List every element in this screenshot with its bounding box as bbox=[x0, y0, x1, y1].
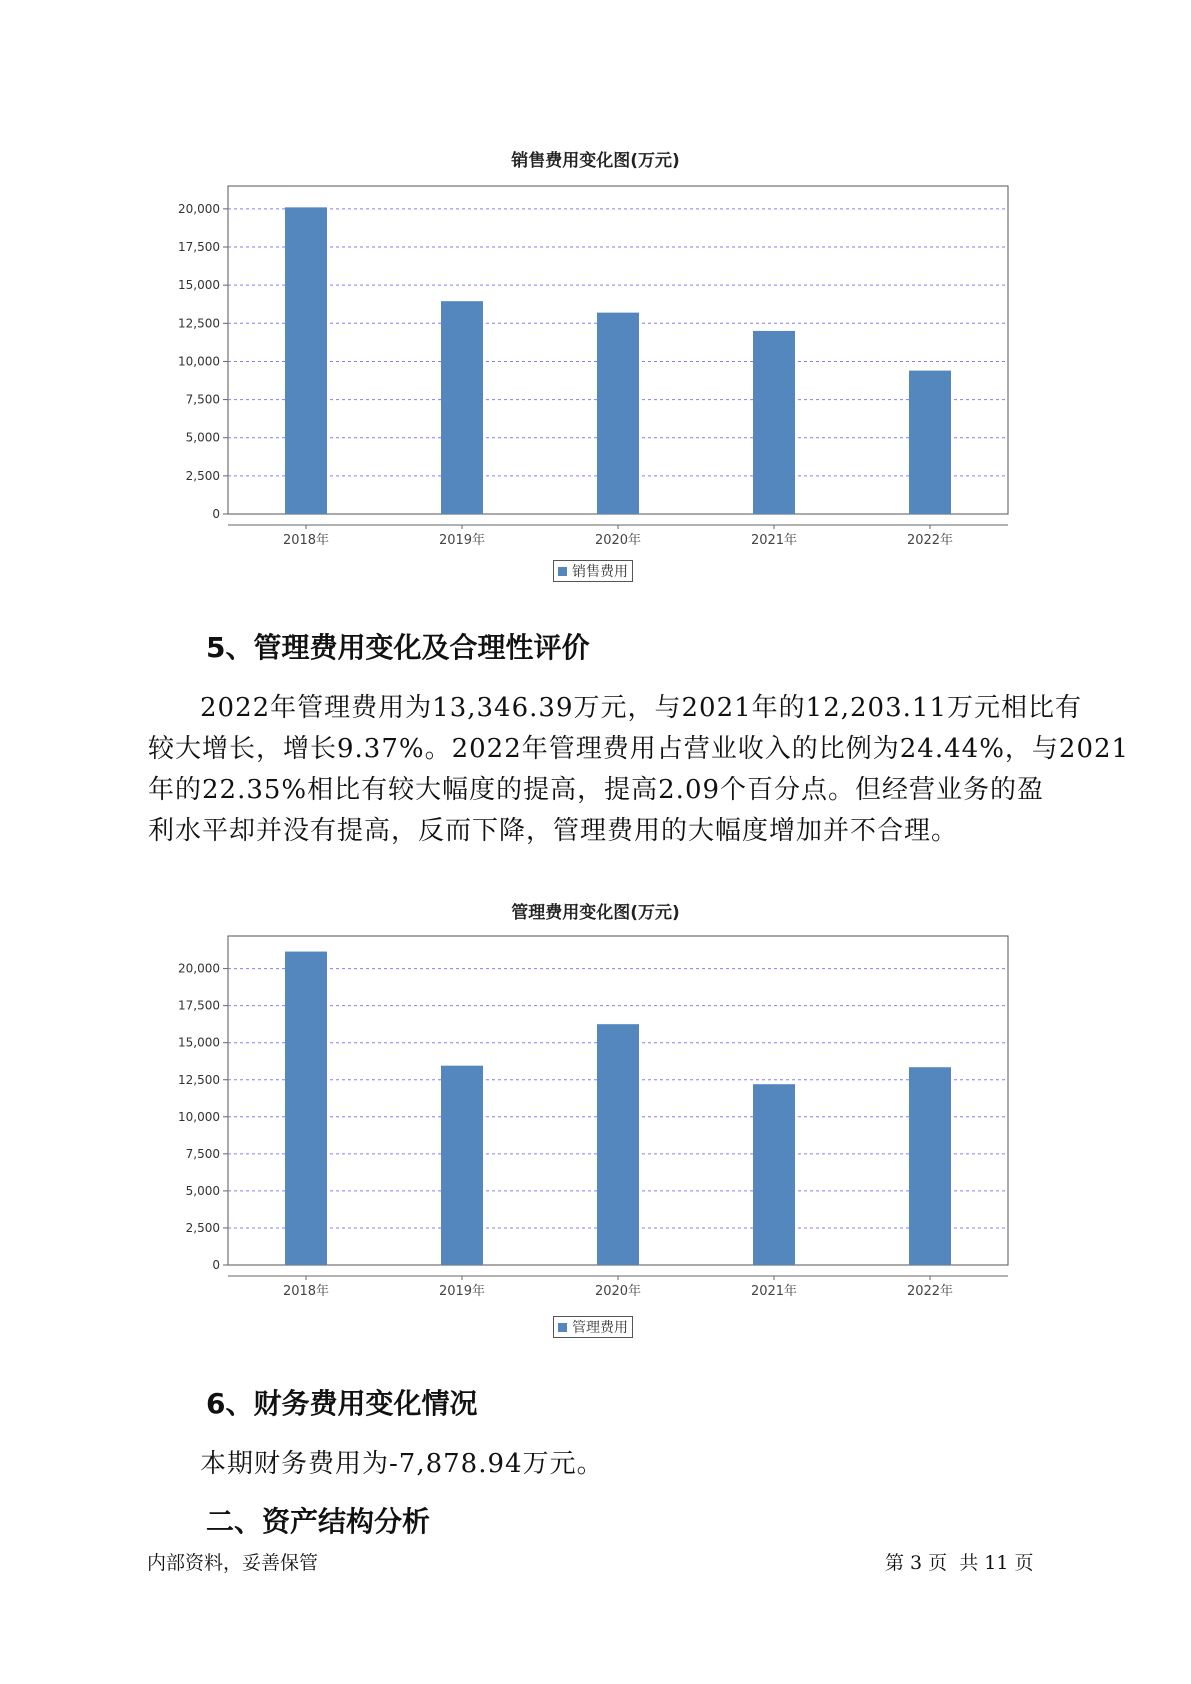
chart-legend bbox=[553, 1316, 633, 1338]
x-tick-label: 2018年 bbox=[282, 1284, 330, 1299]
paragraph-line: 本期财务费用为-7,878.94万元。 bbox=[200, 1449, 604, 1479]
x-tick-label: 2018年 bbox=[282, 533, 330, 548]
x-tick-label: 2021年 bbox=[750, 533, 798, 548]
legend-label: 管理费用 bbox=[572, 1320, 628, 1336]
footer-confidential-note: 内部资料，妥善保管 bbox=[147, 1552, 319, 1574]
x-tick-label: 2020年 bbox=[594, 533, 642, 548]
section-6-paragraph bbox=[200, 1444, 1100, 1485]
x-tick-label: 2020年 bbox=[594, 1284, 642, 1299]
x-tick-label: 2021年 bbox=[750, 1284, 798, 1299]
y-tick-label: 5,000 bbox=[185, 1183, 220, 1198]
y-tick-label: 17,500 bbox=[178, 240, 220, 255]
y-tick-label: 7,500 bbox=[185, 392, 220, 407]
x-tick-label: 2019年 bbox=[438, 1284, 486, 1299]
y-tick-label: 15,000 bbox=[178, 1035, 220, 1050]
y-tick-label: 10,000 bbox=[178, 1109, 220, 1124]
paragraph-line: 年的22.35%相比有较大幅度的提高，提高2.09个百分点。但经营业务的盈 bbox=[148, 775, 1045, 805]
bar bbox=[285, 952, 327, 1265]
x-tick-label: 2022年 bbox=[906, 1284, 954, 1299]
x-tick-label: 2022年 bbox=[906, 533, 954, 548]
y-tick-label: 2,500 bbox=[185, 1220, 220, 1235]
y-tick-label: 0 bbox=[212, 507, 220, 521]
bar bbox=[441, 1066, 483, 1265]
paragraph-line: 2022年管理费用为13,346.39万元，与2021年的12,203.11万元相比有 bbox=[200, 693, 1082, 723]
legend-label: 销售费用 bbox=[572, 564, 628, 580]
chart-title: 销售费用变化图(万元) bbox=[511, 151, 680, 171]
y-tick-label: 0 bbox=[212, 1258, 220, 1272]
legend-swatch bbox=[558, 1323, 567, 1332]
bar bbox=[597, 1024, 639, 1265]
y-tick-label: 15,000 bbox=[178, 278, 220, 293]
y-tick-label: 17,500 bbox=[178, 998, 220, 1013]
y-tick-label: 10,000 bbox=[178, 354, 220, 369]
section-heading-5: 5、管理费用变化及合理性评价 bbox=[206, 631, 590, 664]
y-tick-label: 20,000 bbox=[178, 201, 220, 216]
y-tick-label: 12,500 bbox=[178, 316, 220, 331]
bar bbox=[753, 1084, 795, 1265]
section-heading-asset-structure: 二、资产结构分析 bbox=[206, 1505, 431, 1538]
chart-title: 管理费用变化图(万元) bbox=[511, 903, 680, 923]
y-tick-label: 12,500 bbox=[178, 1072, 220, 1087]
paragraph-line: 利水平却并没有提高，反而下降，管理费用的大幅度增加并不合理。 bbox=[148, 816, 959, 846]
bar bbox=[909, 1067, 951, 1265]
paragraph-line: 较大增长，增长9.37%。2022年管理费用占营业收入的比例为24.44%，与2021 bbox=[148, 734, 1130, 764]
footer-page-number: 第 3 页 共 11 页 bbox=[885, 1552, 1034, 1574]
section-heading-6: 6、财务费用变化情况 bbox=[206, 1387, 478, 1420]
y-tick-label: 5,000 bbox=[185, 430, 220, 445]
x-tick-label: 2019年 bbox=[438, 533, 486, 548]
y-tick-label: 20,000 bbox=[178, 961, 220, 976]
y-tick-label: 2,500 bbox=[185, 468, 220, 483]
y-tick-label: 7,500 bbox=[185, 1146, 220, 1161]
